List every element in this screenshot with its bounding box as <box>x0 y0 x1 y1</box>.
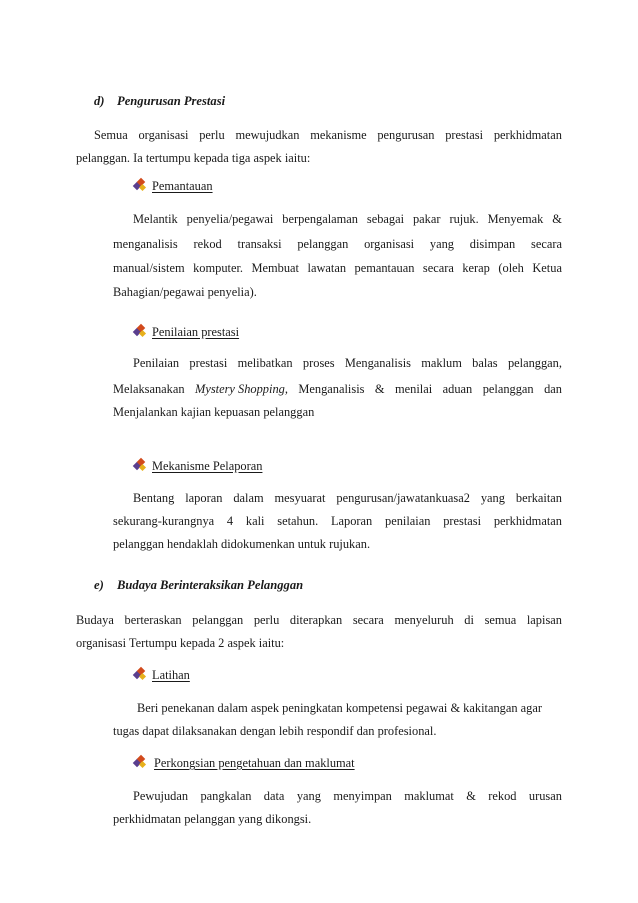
word: yang <box>296 789 321 803</box>
word: semua <box>484 613 517 627</box>
word: berpengalaman <box>282 212 358 226</box>
item-pemantauan-line-3 <box>113 261 562 276</box>
word: Penilaian <box>133 356 180 370</box>
item-latihan-line-2: tugas dapat dilaksanakan dengan lebih respondif dan profesional. <box>113 724 437 738</box>
word: setahun. <box>277 514 319 528</box>
word: lawatan <box>307 261 347 275</box>
word: pelanggan <box>482 382 534 396</box>
item-pelaporan-line-2 <box>113 514 562 529</box>
word: rekod <box>488 789 517 803</box>
word: (oleh <box>498 261 524 275</box>
item-latihan-title: Latihan <box>152 668 190 682</box>
section-d-letter: d) <box>94 94 105 108</box>
section-e-heading <box>94 578 303 593</box>
item-penilaian-line-3: Menjalankan kajian kepuasan pelanggan <box>113 405 315 419</box>
item-perkongsian-line-1 <box>133 789 562 804</box>
word: prestasi <box>445 128 484 142</box>
word: prestasi <box>189 356 228 370</box>
item-pemantauan-line-1 <box>133 212 562 227</box>
item-penilaian-line-2-a: Melaksanakan <box>113 382 185 396</box>
word: secara <box>531 237 562 251</box>
word: disimpan <box>469 237 516 251</box>
word: penilaian <box>385 514 431 528</box>
word: diterapkan <box>289 613 343 627</box>
section-d-title: Pengurusan Prestasi <box>117 94 226 108</box>
word: manual/sistem <box>113 261 185 275</box>
item-latihan-line-1: Beri penekanan dalam aspek peningkatan kompetensi pegawai & kakitangan agar <box>137 701 542 715</box>
word: Menyemak <box>487 212 544 226</box>
word: berteraskan <box>124 613 182 627</box>
item-perkongsian-title: Perkongsian pengetahuan dan maklumat <box>154 756 355 770</box>
word: organisasi <box>138 128 189 142</box>
word: perkhidmatan <box>493 514 562 528</box>
word: Laporan <box>330 514 373 528</box>
word: & <box>466 789 476 803</box>
bullet-icon <box>134 325 147 336</box>
item-pemantauan-line-2 <box>113 237 562 252</box>
item-penilaian-line-2 <box>113 382 562 397</box>
word: maklumat <box>404 789 454 803</box>
word: rekod <box>193 237 222 251</box>
word: dan <box>544 382 562 396</box>
word: perlu <box>199 128 225 142</box>
bullet-icon <box>134 668 147 679</box>
word: kali <box>245 514 265 528</box>
section-e-intro-line-1 <box>76 613 562 628</box>
word: Melantik <box>133 212 178 226</box>
word: Menganalisis <box>344 356 411 370</box>
word: 4 <box>226 514 234 528</box>
item-penilaian-title: Penilaian prestasi <box>152 325 240 339</box>
word: aduan <box>442 382 473 396</box>
word: secara <box>352 613 384 627</box>
item-pemantauan-title: Pemantauan <box>152 179 213 193</box>
word: pakar <box>412 212 441 226</box>
word: maklum <box>421 356 462 370</box>
word: transaksi <box>237 237 282 251</box>
word: menyeluruh <box>394 613 454 627</box>
word: urusan <box>528 789 562 803</box>
word: data <box>263 789 285 803</box>
bullet-icon <box>134 756 147 767</box>
item-pelaporan-line-3: pelanggan hendaklah didokumenkan untuk rujukan. <box>113 537 371 551</box>
word: di <box>464 613 474 627</box>
word: Ketua <box>532 261 562 275</box>
word: menilai <box>395 382 433 396</box>
word: penyelia/pegawai <box>186 212 274 226</box>
word: lapisan <box>526 613 562 627</box>
section-e-intro-line-2: organisasi Tertumpu kepada 2 aspek iaitu: <box>76 636 285 650</box>
word: pangkalan <box>200 789 252 803</box>
item-pemantauan-line-4: Bahagian/pegawai penyelia). <box>113 285 257 299</box>
mystery-shopping-text: Mystery Shopping, <box>195 382 288 396</box>
word: menganalisis <box>113 237 178 251</box>
section-d-intro-line-1 <box>94 128 562 143</box>
word: melibatkan <box>237 356 293 370</box>
word: sekurang-kurangnya <box>113 514 215 528</box>
word: perkhidmatan <box>493 128 562 142</box>
word: mesyuarat <box>274 491 326 505</box>
word: pemantauan <box>354 261 415 275</box>
section-d-intro-line-2: pelanggan. Ia tertumpu kepada tiga aspek iaitu: <box>76 151 311 165</box>
word: berkaitan <box>515 491 562 505</box>
item-pelaporan-title: Mekanisme Pelaporan <box>152 459 263 473</box>
word: yang <box>480 491 505 505</box>
word: menyimpan <box>333 789 392 803</box>
word: pengurusan <box>377 128 435 142</box>
word: & <box>552 212 562 226</box>
section-e-letter: e) <box>94 578 104 592</box>
word: Menganalisis <box>298 382 365 396</box>
word: organisasi <box>364 237 415 251</box>
word: proses <box>302 356 335 370</box>
word: sebagai <box>366 212 405 226</box>
bullet-icon <box>134 459 147 470</box>
word: & <box>374 382 385 396</box>
word: dalam <box>233 491 264 505</box>
word: Semua <box>94 128 128 142</box>
item-pelaporan-line-1 <box>133 491 562 506</box>
word: pelanggan <box>192 613 244 627</box>
bullet-icon <box>134 179 147 190</box>
word: pengurusan/jawatankuasa2 <box>336 491 470 505</box>
word: perlu <box>253 613 280 627</box>
word: laporan <box>185 491 223 505</box>
item-perkongsian-line-2: perkhidmatan pelanggan yang dikongsi. <box>113 812 312 826</box>
section-e-title: Budaya Berinteraksikan Pelanggan <box>117 578 304 592</box>
item-penilaian-line-1 <box>133 356 562 371</box>
word: komputer. <box>193 261 243 275</box>
word: mekanisme <box>310 128 367 142</box>
section-d-heading <box>94 94 225 109</box>
word: rujuk. <box>449 212 479 226</box>
word: secara <box>422 261 454 275</box>
word: Pewujudan <box>133 789 189 803</box>
word: balas <box>472 356 498 370</box>
word: pelanggan, <box>507 356 562 370</box>
word: Bentang <box>133 491 175 505</box>
word: yang <box>429 237 454 251</box>
word: pelanggan <box>297 237 349 251</box>
word: Budaya <box>76 613 114 627</box>
word: mewujudkan <box>235 128 300 142</box>
word: prestasi <box>443 514 482 528</box>
word: Membuat <box>251 261 299 275</box>
word: kerap <box>462 261 490 275</box>
